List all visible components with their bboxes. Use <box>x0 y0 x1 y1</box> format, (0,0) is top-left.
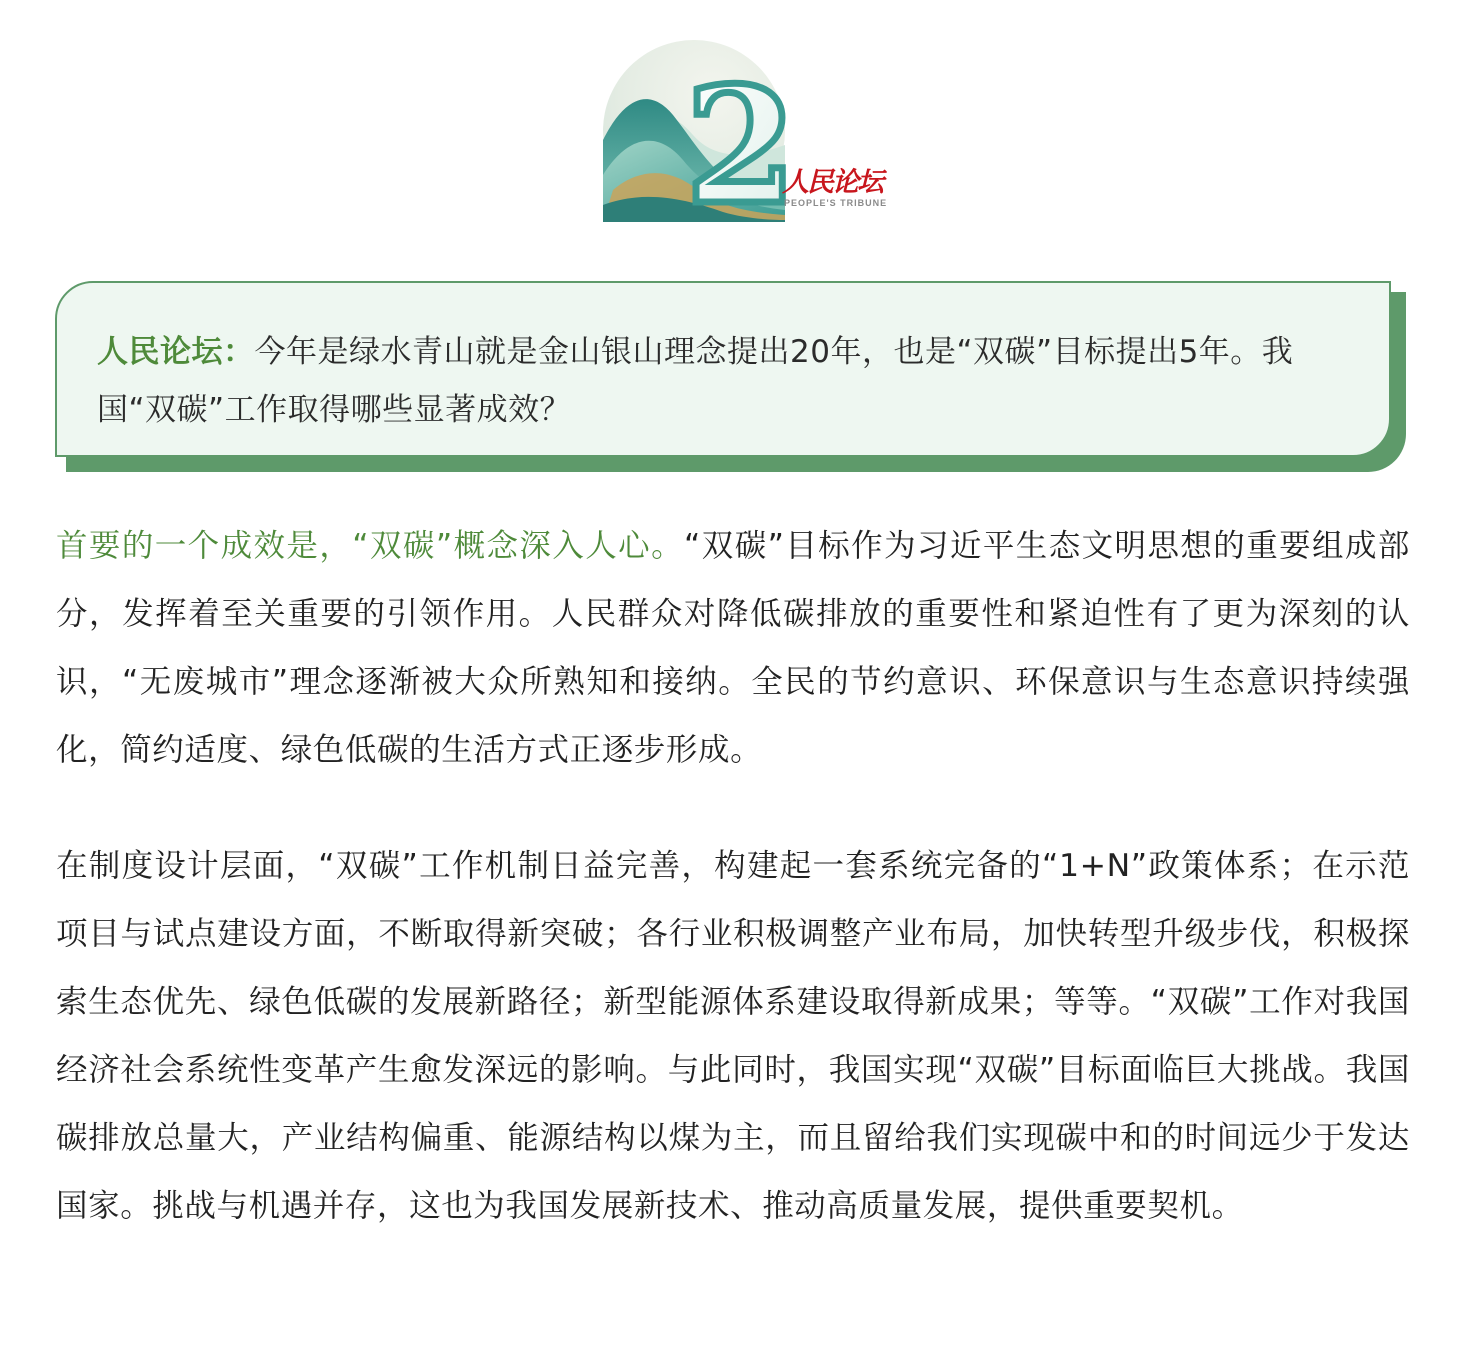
question-text: 今年是绿水青山就是金山银山理念提出20年，也是“双碳”目标提出5年。我国“双碳”工作取得哪些显著成效？ <box>97 334 1294 428</box>
issue-badge <box>603 40 797 240</box>
brand-name-en: PEOPLE'S TRIBUNE <box>784 198 888 208</box>
question-card <box>55 281 1391 457</box>
landscape-illustration <box>603 40 797 240</box>
brand-logo <box>782 160 902 212</box>
issue-number: 2 <box>685 52 797 240</box>
question-text-block <box>97 323 1359 439</box>
paragraph-1 <box>56 512 1410 784</box>
paragraph-2: 在制度设计层面，“双碳”工作机制日益完善，构建起一套系统完备的“1+N”政策体系；在示范项目与试点建设方面，不断取得新突破；各行业积极调整产业布局，加快转型升级步伐，积极探索生态优先、绿色低碳的发展新路径；新型能源体系建设取得新成果；等等。“双碳”工作对我国经济社会系统性变革产生愈发深远的影响。与此同时，我国实现“双碳”目标面临巨大挑战。我国碳排放总量大，产业结构偏重、能源结构以煤为主，而且留给我们实现碳中和的时间远少于发达国家。挑战与机遇并存，这也为我国发展新技术、推动高质量发展，提供重要契机。 <box>56 848 1410 1224</box>
paragraph-1-text: “双碳”目标作为习近平生态文明思想的重要组成部分，发挥着至关重要的引领作用。人民群众对降低碳排放的重要性和紧迫性有了更为深刻的认识，“无废城市”理念逐渐被大众所熟知和接纳。全民的节约意识、环保意识与生态意识持续强化，简约适度、绿色低碳的生活方式正逐步形成。 <box>56 528 1410 768</box>
paragraph-1-lead: 首要的一个成效是，“双碳”概念深入人心。 <box>56 528 685 564</box>
question-label: 人民论坛： <box>97 334 255 370</box>
article-body <box>56 512 1410 1240</box>
brand-name-cn: 人民论坛 <box>782 167 882 198</box>
